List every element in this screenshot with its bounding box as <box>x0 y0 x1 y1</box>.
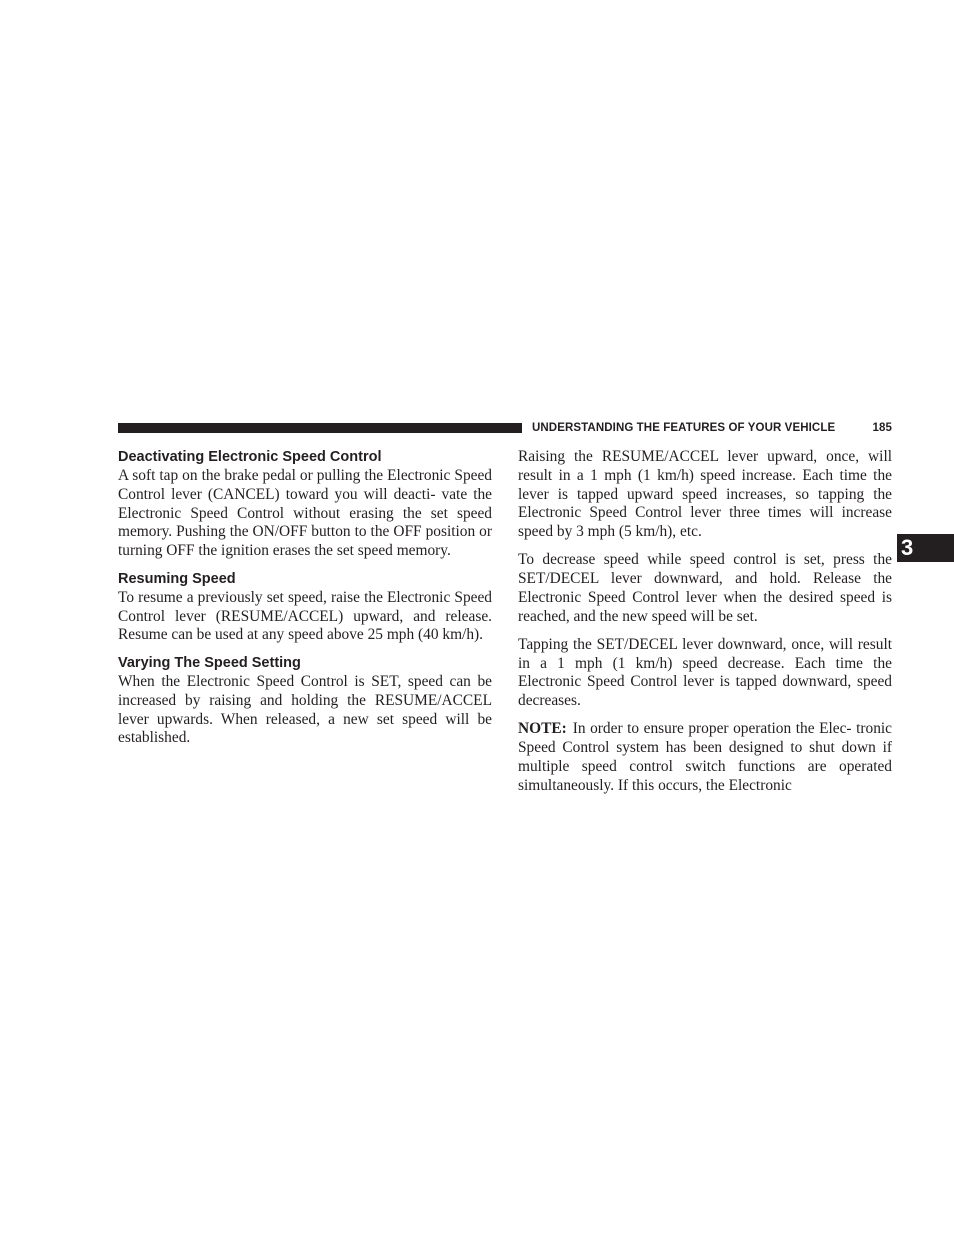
left-column <box>118 448 492 748</box>
paragraph: Raising the RESUME/ACCEL lever upward, once, will result in a 1 mph (1 km/h) speed increase. Each time the lever is tapped upward speed increases, so tapping the Electronic Speed Control lever three times will increase speed by 3 mph (5 km/h), etc. <box>518 448 892 540</box>
running-header <box>532 420 892 436</box>
page-number: 185 <box>872 422 892 434</box>
right-column <box>518 448 892 795</box>
note-paragraph <box>518 720 892 795</box>
chapter-tab <box>897 534 954 562</box>
header-rule <box>118 423 522 433</box>
section-title: UNDERSTANDING THE FEATURES OF YOUR VEHICLE <box>532 422 836 434</box>
paragraph: Tapping the SET/DECEL lever downward, once, will result in a 1 mph (1 km/h) speed decrease. Each time the Electronic Speed Control lever is tapped downward, speed decreases. <box>518 635 892 709</box>
note-text: In order to ensure proper operation the Elec- tronic Speed Control system has been designed to shut down if multiple speed control switch functions are operated simultaneously. If this occurs, the Electronic <box>518 720 892 794</box>
section-body: When the Electronic Speed Control is SET, speed can be increased by raising and holding the RESUME/ACCEL lever upwards. When released, a new set speed will be established. <box>118 673 492 747</box>
section-body: A soft tap on the brake pedal or pulling the Electronic Speed Control lever (CANCEL) toward you will deacti- vate the Electronic Speed Control without erasing the set speed memory. Pushing the ON/OFF button to the OFF position or turning OFF the ignition erases the set speed memory. <box>118 467 492 559</box>
section-heading: Deactivating Electronic Speed Control <box>118 449 382 465</box>
section-body: To resume a previously set speed, raise the Electronic Speed Control lever (RESUME/ACCEL) upward, and release. Resume can be used at any speed above 25 mph (40 km/h). <box>118 588 492 644</box>
chapter-number: 3 <box>901 535 914 560</box>
section-heading: Varying The Speed Setting <box>118 655 301 671</box>
section-heading: Resuming Speed <box>118 570 236 587</box>
note-label: NOTE: <box>518 720 567 738</box>
paragraph: To decrease speed while speed control is set, press the SET/DECEL lever downward, and hold. Release the Electronic Speed Control lever when the desired speed is reached, and the new speed will be set. <box>518 551 892 625</box>
